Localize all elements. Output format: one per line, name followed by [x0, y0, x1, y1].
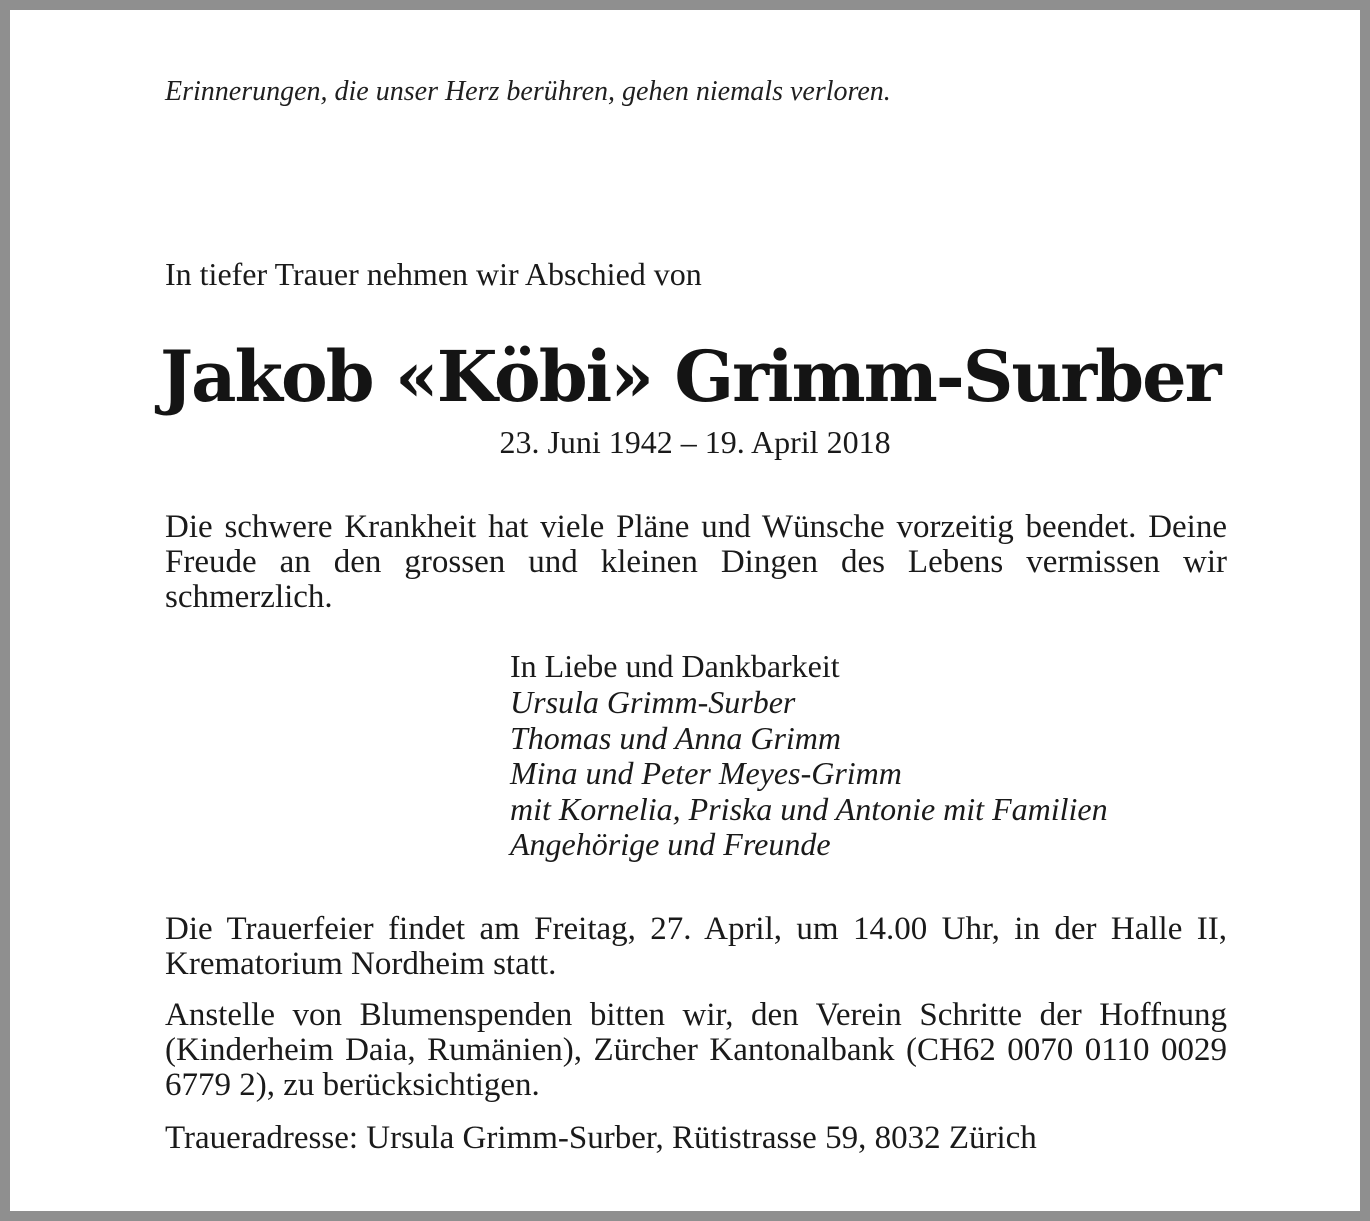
mourner-name: Ursula Grimm-Surber — [510, 684, 796, 720]
intro-line: In tiefer Trauer nehmen wir Abschied von — [165, 256, 702, 292]
signoff-block — [510, 647, 1230, 863]
mourner-name: Angehörige und Freunde — [510, 826, 831, 862]
signoff-lead: In Liebe und Dankbarkeit — [510, 648, 840, 684]
illness-paragraph: Die schwere Krankheit hat viele Pläne und Wünsche vorzeitig beendet. Deine Freude an den grossen und kleinen Dingen des Lebens vermissen wir schmerzlich. — [165, 509, 1227, 615]
ceremony-paragraph: Die Trauerfeier findet am Freitag, 27. April, um 14.00 Uhr, in der Halle II, Krematorium Nordheim statt. — [165, 911, 1227, 982]
address-line: Traueradresse: Ursula Grimm-Surber, Rütistrasse 59, 8032 Zürich — [165, 1120, 1037, 1156]
life-dates: 23. Juni 1942 – 19. April 2018 — [499, 424, 891, 460]
mourner-name: Mina und Peter Meyes-Grimm — [510, 755, 902, 791]
mourner-name: mit Kornelia, Priska und Antonie mit Familien — [510, 790, 1108, 827]
motto-quote: Erinnerungen, die unser Herz berühren, gehen niemals verloren. — [165, 76, 891, 107]
mourner-name: Thomas und Anna Grimm — [510, 719, 841, 756]
deceased-name: Jakob «Köbi» Grimm-Surber — [160, 335, 1220, 418]
donations-paragraph: Anstelle von Blumenspenden bitten wir, den Verein Schritte der Hoffnung (Kinderheim Daia, Rumänien), Zürcher Kantonalbank (CH62 0070 0110 0029 6779 2), zu berücksichtigen. — [165, 997, 1227, 1103]
